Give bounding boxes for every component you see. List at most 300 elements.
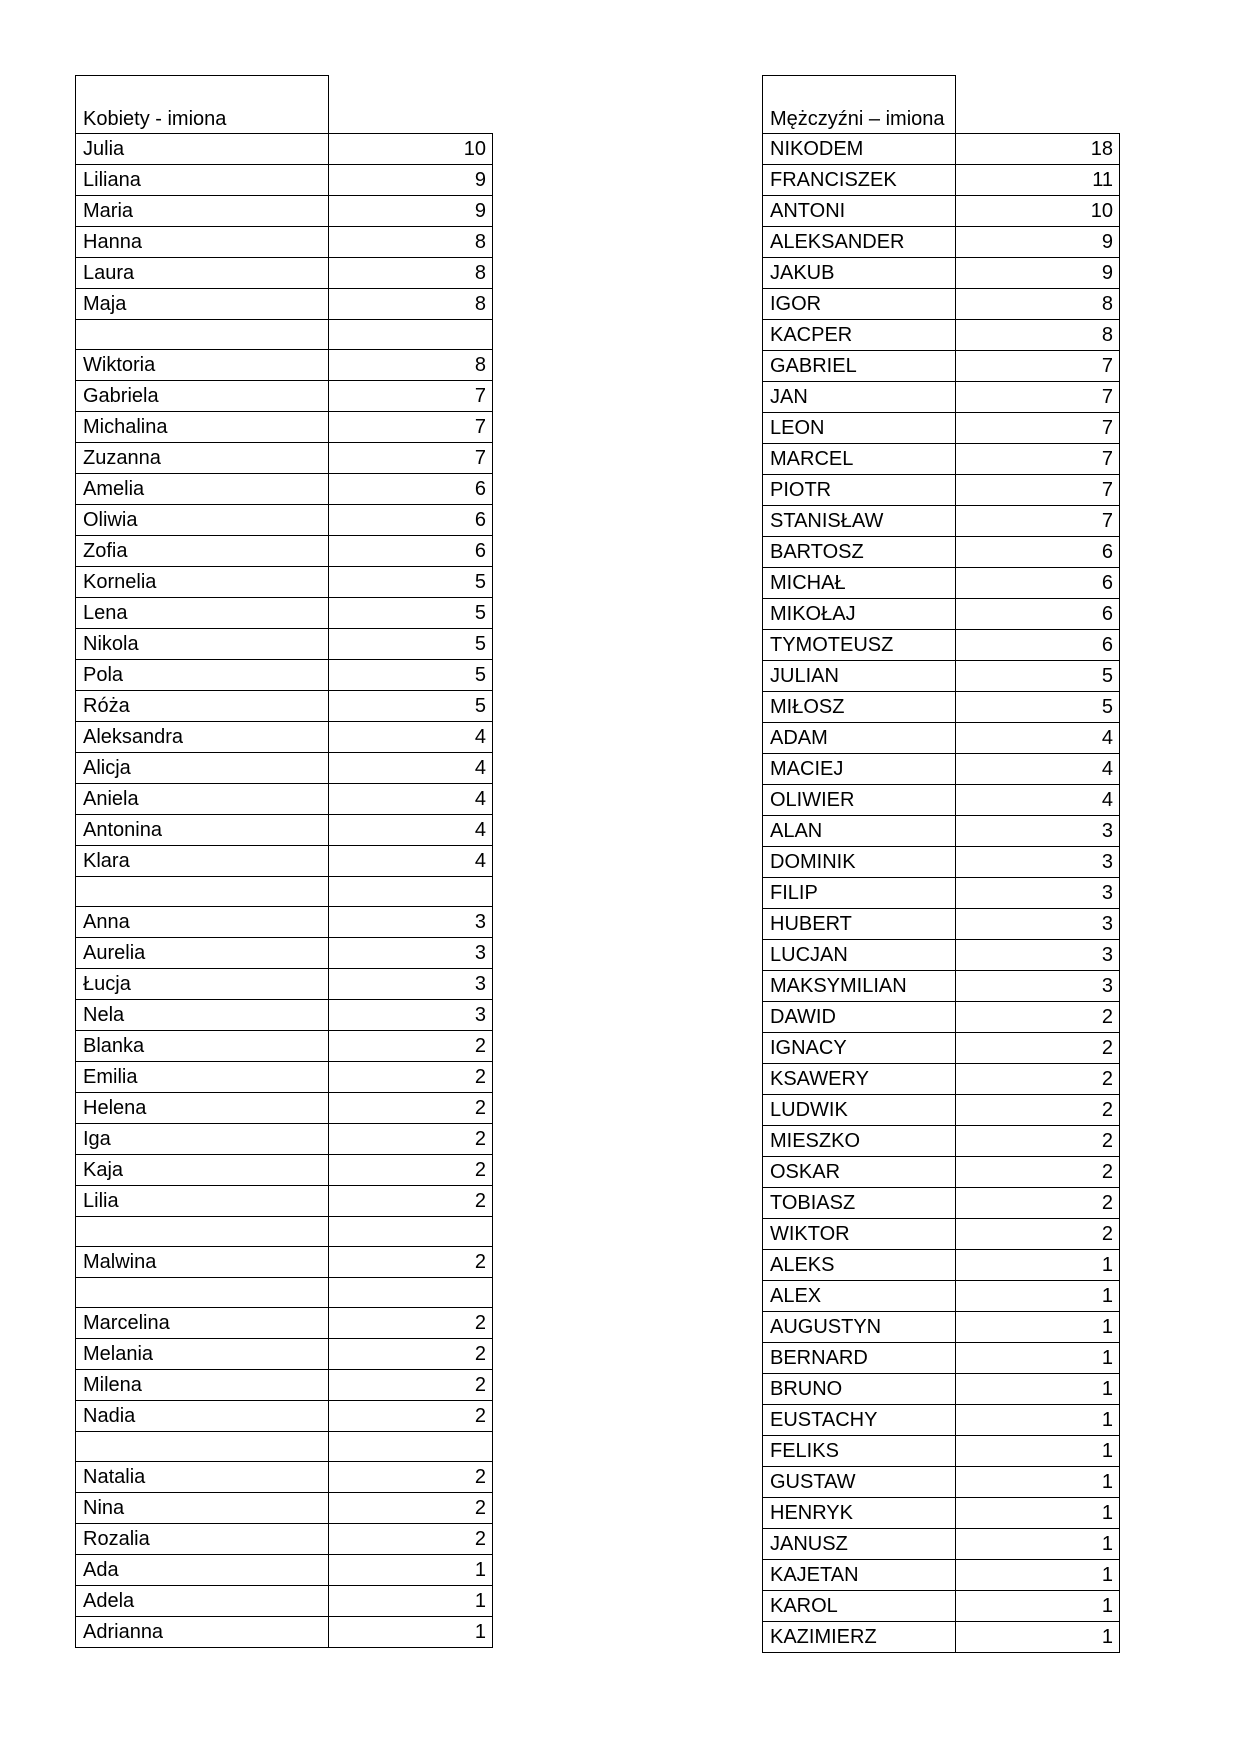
men-name-cell: LUCJAN — [763, 940, 956, 971]
women-table-row — [76, 598, 493, 629]
women-name-cell: Nadia — [76, 1401, 329, 1432]
women-name-cell: Liliana — [76, 165, 329, 196]
men-header-cell: Mężczyźni – imiona — [763, 76, 956, 134]
women-name-cell — [76, 1217, 329, 1247]
women-table-row — [76, 443, 493, 474]
women-count-cell: 7 — [329, 412, 493, 443]
men-name-cell: LUDWIK — [763, 1095, 956, 1126]
men-table-row — [763, 909, 1120, 940]
women-name-cell: Rozalia — [76, 1524, 329, 1555]
women-name-cell: Melania — [76, 1339, 329, 1370]
women-table-row — [76, 753, 493, 784]
women-name-cell: Kaja — [76, 1155, 329, 1186]
men-count-cell: 1 — [956, 1467, 1120, 1498]
women-table-row — [76, 1124, 493, 1155]
women-count-cell — [329, 320, 493, 350]
women-name-cell: Maja — [76, 289, 329, 320]
women-count-cell: 7 — [329, 443, 493, 474]
men-table-row — [763, 878, 1120, 909]
women-table-row — [76, 289, 493, 320]
women-count-cell: 3 — [329, 969, 493, 1000]
men-count-cell: 6 — [956, 568, 1120, 599]
women-count-cell — [329, 877, 493, 907]
women-table-row — [76, 1217, 493, 1247]
women-name-cell: Nina — [76, 1493, 329, 1524]
men-count-cell: 9 — [956, 227, 1120, 258]
men-table-row — [763, 134, 1120, 165]
women-name-cell: Maria — [76, 196, 329, 227]
men-count-cell: 5 — [956, 692, 1120, 723]
men-name-cell: IGNACY — [763, 1033, 956, 1064]
men-count-cell: 1 — [956, 1281, 1120, 1312]
women-count-cell: 6 — [329, 474, 493, 505]
women-name-cell: Anna — [76, 907, 329, 938]
women-count-cell: 2 — [329, 1401, 493, 1432]
men-count-cell: 5 — [956, 661, 1120, 692]
men-table-row — [763, 1405, 1120, 1436]
men-count-cell: 7 — [956, 506, 1120, 537]
women-count-cell: 8 — [329, 258, 493, 289]
women-count-cell: 2 — [329, 1247, 493, 1278]
men-table-row — [763, 1622, 1120, 1653]
women-count-cell: 2 — [329, 1093, 493, 1124]
women-name-cell — [76, 320, 329, 350]
women-table-row — [76, 846, 493, 877]
women-table-row — [76, 1093, 493, 1124]
women-name-cell: Milena — [76, 1370, 329, 1401]
women-table-row — [76, 350, 493, 381]
women-name-cell: Natalia — [76, 1462, 329, 1493]
women-table-row — [76, 1062, 493, 1093]
women-header-row — [76, 76, 493, 134]
men-name-cell: KACPER — [763, 320, 956, 351]
women-count-cell: 5 — [329, 629, 493, 660]
women-name-cell: Hanna — [76, 227, 329, 258]
women-name-cell: Antonina — [76, 815, 329, 846]
men-table-row — [763, 196, 1120, 227]
men-table-row — [763, 506, 1120, 537]
women-count-cell: 10 — [329, 134, 493, 165]
men-count-cell: 1 — [956, 1591, 1120, 1622]
women-table-row — [76, 227, 493, 258]
men-table-row — [763, 1529, 1120, 1560]
women-table-row — [76, 196, 493, 227]
women-count-cell: 5 — [329, 598, 493, 629]
men-table-row — [763, 1157, 1120, 1188]
women-name-cell: Amelia — [76, 474, 329, 505]
men-table-row — [763, 1498, 1120, 1529]
men-count-cell: 2 — [956, 1095, 1120, 1126]
men-name-cell: BRUNO — [763, 1374, 956, 1405]
women-table-row — [76, 629, 493, 660]
women-table-row — [76, 1031, 493, 1062]
women-table-row — [76, 1555, 493, 1586]
men-count-cell: 1 — [956, 1312, 1120, 1343]
men-name-cell: ALEKS — [763, 1250, 956, 1281]
men-table-row — [763, 940, 1120, 971]
men-name-cell: MICHAŁ — [763, 568, 956, 599]
men-count-cell: 4 — [956, 723, 1120, 754]
women-name-cell: Ada — [76, 1555, 329, 1586]
women-name-cell: Malwina — [76, 1247, 329, 1278]
men-count-cell: 4 — [956, 785, 1120, 816]
women-name-cell: Nela — [76, 1000, 329, 1031]
men-table-row — [763, 227, 1120, 258]
women-table-row — [76, 165, 493, 196]
women-name-cell: Gabriela — [76, 381, 329, 412]
women-name-cell: Emilia — [76, 1062, 329, 1093]
women-table-row — [76, 536, 493, 567]
men-table-row — [763, 1467, 1120, 1498]
men-count-cell: 1 — [956, 1343, 1120, 1374]
women-table-row — [76, 320, 493, 350]
women-table-row — [76, 907, 493, 938]
men-table-row — [763, 320, 1120, 351]
women-table-row — [76, 1432, 493, 1462]
men-table-row — [763, 1560, 1120, 1591]
men-table-row — [763, 785, 1120, 816]
women-count-cell: 2 — [329, 1339, 493, 1370]
women-header-cell: Kobiety - imiona — [76, 76, 329, 134]
men-name-cell: HUBERT — [763, 909, 956, 940]
women-names-table — [75, 75, 493, 1648]
men-count-cell: 1 — [956, 1622, 1120, 1653]
men-count-cell: 1 — [956, 1498, 1120, 1529]
women-table-row — [76, 938, 493, 969]
women-count-cell: 9 — [329, 165, 493, 196]
men-table-row — [763, 816, 1120, 847]
men-table-row — [763, 444, 1120, 475]
men-name-cell: MARCEL — [763, 444, 956, 475]
women-count-cell: 7 — [329, 381, 493, 412]
women-name-cell: Marcelina — [76, 1308, 329, 1339]
women-count-cell: 2 — [329, 1370, 493, 1401]
women-count-cell: 5 — [329, 660, 493, 691]
men-count-cell: 1 — [956, 1405, 1120, 1436]
men-name-cell: MIKOŁAJ — [763, 599, 956, 630]
women-name-cell: Nikola — [76, 629, 329, 660]
men-table-row — [763, 1126, 1120, 1157]
women-count-cell: 2 — [329, 1031, 493, 1062]
men-table-row — [763, 723, 1120, 754]
women-table-row — [76, 505, 493, 536]
men-count-cell: 2 — [956, 1219, 1120, 1250]
women-name-cell: Zofia — [76, 536, 329, 567]
women-count-cell — [329, 1432, 493, 1462]
women-table-row — [76, 1155, 493, 1186]
men-name-cell: FILIP — [763, 878, 956, 909]
women-count-cell: 5 — [329, 567, 493, 598]
men-count-cell: 2 — [956, 1188, 1120, 1219]
men-name-cell: JANUSZ — [763, 1529, 956, 1560]
men-name-cell: ADAM — [763, 723, 956, 754]
men-table-row — [763, 1033, 1120, 1064]
men-name-cell: MACIEJ — [763, 754, 956, 785]
women-count-cell — [329, 1217, 493, 1247]
men-table-row — [763, 289, 1120, 320]
women-count-cell: 4 — [329, 846, 493, 877]
women-count-cell: 1 — [329, 1617, 493, 1648]
women-name-cell: Michalina — [76, 412, 329, 443]
men-count-cell: 6 — [956, 537, 1120, 568]
women-table-row — [76, 1370, 493, 1401]
men-count-cell: 18 — [956, 134, 1120, 165]
men-table-row — [763, 351, 1120, 382]
men-name-cell: OLIWIER — [763, 785, 956, 816]
women-name-cell: Julia — [76, 134, 329, 165]
men-name-cell: PIOTR — [763, 475, 956, 506]
men-name-cell: LEON — [763, 413, 956, 444]
men-table-row — [763, 971, 1120, 1002]
women-name-cell: Łucja — [76, 969, 329, 1000]
women-name-cell: Klara — [76, 846, 329, 877]
men-count-cell: 2 — [956, 1157, 1120, 1188]
men-name-cell: FRANCISZEK — [763, 165, 956, 196]
men-table-row — [763, 1002, 1120, 1033]
men-table-row — [763, 1312, 1120, 1343]
men-name-cell: KSAWERY — [763, 1064, 956, 1095]
women-table-row — [76, 722, 493, 753]
women-table-row — [76, 412, 493, 443]
men-header-blank-cell — [956, 76, 1120, 134]
women-name-cell: Alicja — [76, 753, 329, 784]
men-name-cell: MAKSYMILIAN — [763, 971, 956, 1002]
women-name-cell: Iga — [76, 1124, 329, 1155]
men-names-body — [763, 76, 1120, 1653]
women-table-row — [76, 1186, 493, 1217]
men-name-cell: MIŁOSZ — [763, 692, 956, 723]
men-table-row — [763, 413, 1120, 444]
women-count-cell: 2 — [329, 1062, 493, 1093]
men-table-row — [763, 1095, 1120, 1126]
women-count-cell: 1 — [329, 1555, 493, 1586]
women-count-cell: 6 — [329, 505, 493, 536]
women-table-row — [76, 381, 493, 412]
women-count-cell: 9 — [329, 196, 493, 227]
men-name-cell: KAZIMIERZ — [763, 1622, 956, 1653]
women-table-row — [76, 1339, 493, 1370]
women-count-cell: 3 — [329, 938, 493, 969]
women-table-row — [76, 1524, 493, 1555]
women-count-cell: 3 — [329, 1000, 493, 1031]
men-table-row — [763, 599, 1120, 630]
men-name-cell: JAKUB — [763, 258, 956, 289]
men-count-cell: 7 — [956, 351, 1120, 382]
men-name-cell: ALEX — [763, 1281, 956, 1312]
men-count-cell: 4 — [956, 754, 1120, 785]
men-table-row — [763, 1343, 1120, 1374]
men-table-row — [763, 692, 1120, 723]
women-count-cell: 2 — [329, 1524, 493, 1555]
men-count-cell: 7 — [956, 444, 1120, 475]
women-name-cell: Oliwia — [76, 505, 329, 536]
men-count-cell: 8 — [956, 289, 1120, 320]
men-name-cell: MIESZKO — [763, 1126, 956, 1157]
women-count-cell: 4 — [329, 753, 493, 784]
men-name-cell: AUGUSTYN — [763, 1312, 956, 1343]
men-count-cell: 3 — [956, 878, 1120, 909]
women-count-cell: 2 — [329, 1186, 493, 1217]
men-name-cell: FELIKS — [763, 1436, 956, 1467]
women-count-cell: 6 — [329, 536, 493, 567]
women-table-row — [76, 1308, 493, 1339]
women-table-row — [76, 877, 493, 907]
women-count-cell: 2 — [329, 1155, 493, 1186]
men-count-cell: 9 — [956, 258, 1120, 289]
men-count-cell: 10 — [956, 196, 1120, 227]
women-name-cell: Zuzanna — [76, 443, 329, 474]
women-count-cell: 1 — [329, 1586, 493, 1617]
women-name-cell: Adela — [76, 1586, 329, 1617]
women-table-row — [76, 258, 493, 289]
men-count-cell: 11 — [956, 165, 1120, 196]
women-name-cell: Blanka — [76, 1031, 329, 1062]
men-count-cell: 2 — [956, 1033, 1120, 1064]
women-name-cell: Wiktoria — [76, 350, 329, 381]
men-name-cell: KAROL — [763, 1591, 956, 1622]
men-name-cell: JULIAN — [763, 661, 956, 692]
women-name-cell: Kornelia — [76, 567, 329, 598]
women-count-cell: 2 — [329, 1493, 493, 1524]
men-table-row — [763, 382, 1120, 413]
women-name-cell — [76, 1278, 329, 1308]
men-table-row — [763, 537, 1120, 568]
men-name-cell: OSKAR — [763, 1157, 956, 1188]
men-name-cell: GUSTAW — [763, 1467, 956, 1498]
women-table-row — [76, 1493, 493, 1524]
women-count-cell — [329, 1278, 493, 1308]
women-table-row — [76, 1617, 493, 1648]
men-name-cell: ALAN — [763, 816, 956, 847]
women-name-cell: Helena — [76, 1093, 329, 1124]
men-header-row — [763, 76, 1120, 134]
women-count-cell: 2 — [329, 1462, 493, 1493]
women-name-cell: Lilia — [76, 1186, 329, 1217]
women-count-cell: 2 — [329, 1124, 493, 1155]
men-table-row — [763, 630, 1120, 661]
women-name-cell: Róża — [76, 691, 329, 722]
men-name-cell: GABRIEL — [763, 351, 956, 382]
men-name-cell: TYMOTEUSZ — [763, 630, 956, 661]
men-table-row — [763, 165, 1120, 196]
women-name-cell: Pola — [76, 660, 329, 691]
men-name-cell: IGOR — [763, 289, 956, 320]
men-count-cell: 3 — [956, 940, 1120, 971]
men-table-row — [763, 1064, 1120, 1095]
men-count-cell: 3 — [956, 909, 1120, 940]
men-name-cell: DOMINIK — [763, 847, 956, 878]
men-count-cell: 3 — [956, 816, 1120, 847]
men-count-cell: 1 — [956, 1374, 1120, 1405]
men-table-row — [763, 754, 1120, 785]
men-table-row — [763, 1591, 1120, 1622]
women-table-row — [76, 1586, 493, 1617]
men-table-row — [763, 568, 1120, 599]
women-table-row — [76, 1278, 493, 1308]
women-name-cell — [76, 877, 329, 907]
women-count-cell: 2 — [329, 1308, 493, 1339]
men-table-row — [763, 1281, 1120, 1312]
women-name-cell — [76, 1432, 329, 1462]
women-table-row — [76, 784, 493, 815]
men-name-cell: ANTONI — [763, 196, 956, 227]
men-name-cell: HENRYK — [763, 1498, 956, 1529]
women-count-cell: 4 — [329, 815, 493, 846]
women-name-cell: Adrianna — [76, 1617, 329, 1648]
men-name-cell: NIKODEM — [763, 134, 956, 165]
men-count-cell: 1 — [956, 1560, 1120, 1591]
women-table-row — [76, 134, 493, 165]
women-table-row — [76, 1247, 493, 1278]
women-header-blank-cell — [329, 76, 493, 134]
women-table-row — [76, 1462, 493, 1493]
men-name-cell: STANISŁAW — [763, 506, 956, 537]
men-table-row — [763, 847, 1120, 878]
men-table-row — [763, 1436, 1120, 1467]
women-table-row — [76, 567, 493, 598]
women-name-cell: Aurelia — [76, 938, 329, 969]
men-name-cell: DAWID — [763, 1002, 956, 1033]
men-count-cell: 7 — [956, 413, 1120, 444]
men-count-cell: 3 — [956, 971, 1120, 1002]
men-table-row — [763, 258, 1120, 289]
men-table-row — [763, 475, 1120, 506]
men-count-cell: 1 — [956, 1529, 1120, 1560]
women-table-row — [76, 691, 493, 722]
men-count-cell: 6 — [956, 630, 1120, 661]
women-count-cell: 8 — [329, 227, 493, 258]
women-table-row — [76, 660, 493, 691]
men-name-cell: ALEKSANDER — [763, 227, 956, 258]
women-table-row — [76, 474, 493, 505]
men-count-cell: 2 — [956, 1064, 1120, 1095]
women-name-cell: Aniela — [76, 784, 329, 815]
men-table-row — [763, 1250, 1120, 1281]
men-name-cell: JAN — [763, 382, 956, 413]
women-count-cell: 5 — [329, 691, 493, 722]
men-table-row — [763, 1188, 1120, 1219]
women-name-cell: Laura — [76, 258, 329, 289]
women-table-row — [76, 815, 493, 846]
men-name-cell: WIKTOR — [763, 1219, 956, 1250]
women-count-cell: 3 — [329, 907, 493, 938]
men-name-cell: KAJETAN — [763, 1560, 956, 1591]
women-count-cell: 4 — [329, 784, 493, 815]
men-name-cell: BARTOSZ — [763, 537, 956, 568]
men-name-cell: TOBIASZ — [763, 1188, 956, 1219]
men-names-table — [762, 75, 1120, 1653]
men-count-cell: 1 — [956, 1250, 1120, 1281]
men-count-cell: 2 — [956, 1002, 1120, 1033]
women-table-row — [76, 969, 493, 1000]
women-table-row — [76, 1000, 493, 1031]
women-names-body — [76, 76, 493, 1648]
men-count-cell: 1 — [956, 1436, 1120, 1467]
women-count-cell: 4 — [329, 722, 493, 753]
men-count-cell: 6 — [956, 599, 1120, 630]
women-name-cell: Lena — [76, 598, 329, 629]
men-table-row — [763, 1219, 1120, 1250]
women-count-cell: 8 — [329, 289, 493, 320]
men-count-cell: 2 — [956, 1126, 1120, 1157]
men-table-row — [763, 1374, 1120, 1405]
men-name-cell: BERNARD — [763, 1343, 956, 1374]
men-name-cell: EUSTACHY — [763, 1405, 956, 1436]
women-table-row — [76, 1401, 493, 1432]
men-table-row — [763, 661, 1120, 692]
men-count-cell: 7 — [956, 382, 1120, 413]
men-count-cell: 8 — [956, 320, 1120, 351]
